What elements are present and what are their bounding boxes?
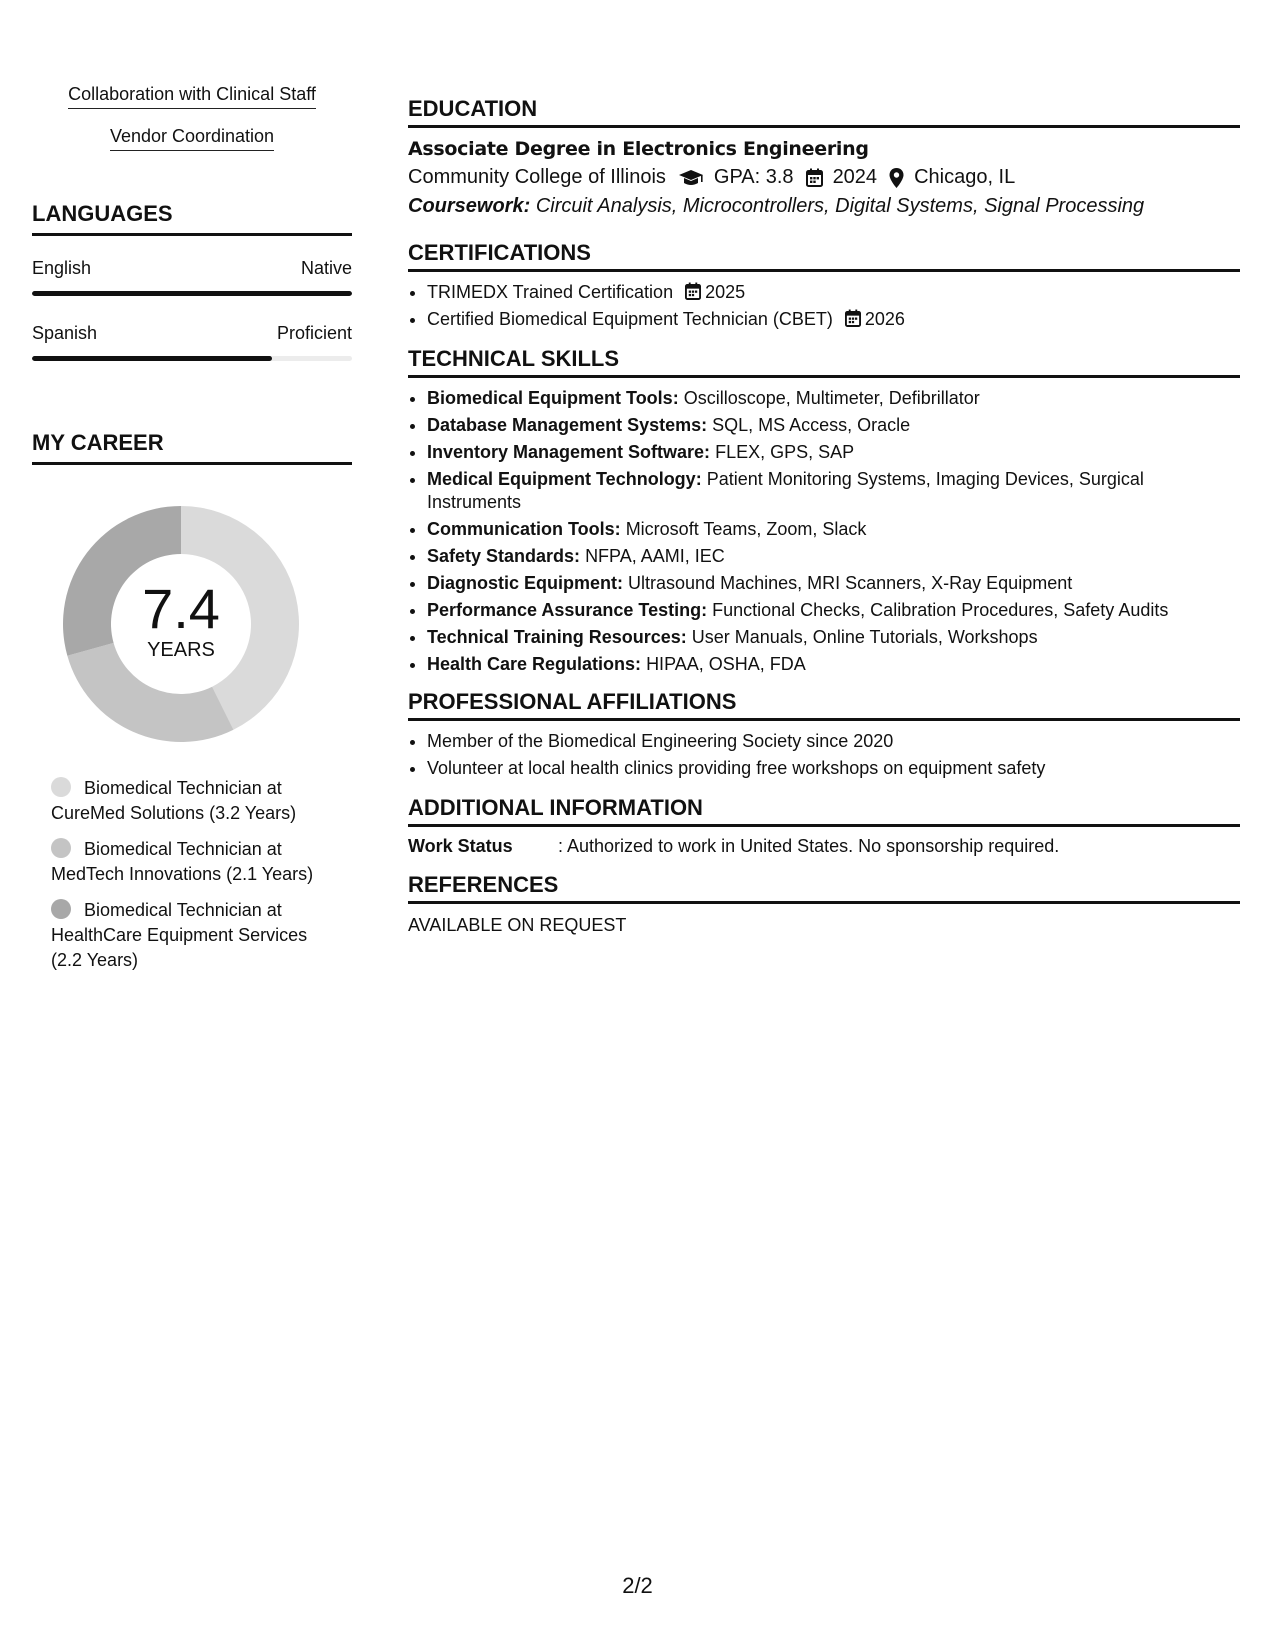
main-content	[408, 96, 1240, 936]
legend-dot-icon	[51, 777, 71, 797]
language-item	[32, 323, 352, 361]
education-heading: EDUCATION	[408, 96, 1240, 128]
affiliations-list	[408, 730, 1240, 780]
calendar-icon	[685, 282, 701, 300]
additional-info-section	[408, 795, 1240, 857]
skill-label: Medical Equipment Technology:	[427, 469, 702, 489]
calendar-icon	[845, 309, 861, 327]
skill-item	[427, 545, 1240, 568]
career-donut-center	[56, 499, 306, 749]
map-pin-icon	[889, 168, 904, 188]
career-legend-label: Biomedical Technician at MedTech Innovations (2.1 Years)	[51, 839, 314, 884]
skill-label: Database Management Systems:	[427, 415, 708, 435]
certifications-section	[408, 240, 1240, 331]
career-donut-chart	[56, 499, 306, 749]
work-status-row	[408, 836, 1240, 857]
education-location: Chicago, IL	[914, 166, 1016, 188]
certification-name: TRIMEDX Trained Certification	[427, 282, 674, 302]
language-proficiency-fill	[32, 291, 352, 296]
sidebar	[32, 84, 352, 984]
certification-name: Certified Biomedical Equipment Technician (CBET)	[427, 309, 833, 329]
references-heading: REFERENCES	[408, 872, 1240, 904]
technical-skills-list	[408, 387, 1240, 676]
career-legend-label: Biomedical Technician at CureMed Solutions (3.2 Years)	[51, 778, 297, 823]
additional-info-heading: ADDITIONAL INFORMATION	[408, 795, 1240, 827]
certification-year: 2025	[705, 282, 746, 302]
education-degree: Associate Degree in Electronics Engineering	[408, 138, 869, 160]
skill-label: Communication Tools:	[427, 519, 621, 539]
skill-label: Performance Assurance Testing:	[427, 600, 708, 620]
skill-tag: Collaboration with Clinical Staff	[68, 84, 316, 109]
skill-item	[427, 387, 1240, 410]
technical-skills-heading: TECHNICAL SKILLS	[408, 346, 1240, 378]
career-heading: MY CAREER	[32, 430, 352, 465]
language-level: Proficient	[276, 323, 352, 343]
languages-heading: LANGUAGES	[32, 201, 352, 236]
skill-item	[427, 599, 1240, 622]
education-coursework	[408, 195, 1240, 218]
career-legend	[51, 776, 341, 973]
skill-item	[427, 468, 1240, 514]
skill-label: Safety Standards:	[427, 546, 581, 566]
education-meta	[408, 166, 1240, 189]
skill-value: FLEX, GPS, SAP	[715, 442, 855, 462]
skill-item	[427, 441, 1240, 464]
certifications-list	[408, 281, 1240, 331]
skill-value: Oscilloscope, Multimeter, Defibrillator	[683, 388, 980, 408]
skill-label: Inventory Management Software:	[427, 442, 711, 462]
certification-item	[427, 281, 1240, 304]
skill-value: SQL, MS Access, Oracle	[712, 415, 911, 435]
affiliation-item: • Member of the Biomedical Engineering Society since 2020	[427, 730, 1240, 753]
affiliation-item: • Volunteer at local health clinics providing free workshops on equipment safety	[427, 757, 1240, 780]
career-legend-item	[51, 898, 341, 973]
skill-value: Functional Checks, Calibration Procedures, Safety Audits	[712, 600, 1169, 620]
career-total-years: 7.4	[142, 576, 220, 640]
work-status-label: Work Status	[408, 836, 513, 856]
skill-label: Biomedical Equipment Tools:	[427, 388, 679, 408]
certification-year: 2026	[864, 309, 905, 329]
language-proficiency-bar	[32, 356, 352, 361]
skill-value: User Manuals, Online Tutorials, Workshops	[691, 627, 1038, 647]
legend-dot-icon	[51, 899, 71, 919]
skill-value: NFPA, AAMI, IEC	[585, 546, 725, 566]
coursework-value: Circuit Analysis, Microcontrollers, Digital Systems, Signal Processing	[535, 195, 1145, 217]
career-legend-item	[51, 837, 341, 887]
languages-list	[32, 258, 352, 361]
skill-label: Diagnostic Equipment:	[427, 573, 624, 593]
education-gpa: GPA: 3.8	[713, 166, 794, 188]
skill-value: Microsoft Teams, Zoom, Slack	[625, 519, 867, 539]
coursework-label: Coursework:	[408, 195, 531, 217]
language-name: English	[32, 258, 92, 278]
education-school: Community College of Illinois	[408, 166, 666, 188]
skill-item	[427, 572, 1240, 595]
references-section	[408, 872, 1240, 936]
education-section	[408, 96, 1240, 218]
work-status-value: : Authorized to work in United States. No sponsorship required.	[558, 836, 1060, 856]
education-year: 2024	[832, 166, 878, 188]
certification-item	[427, 308, 1240, 331]
affiliations-heading: PROFESSIONAL AFFILIATIONS	[408, 689, 1240, 721]
skill-value: Patient Monitoring Systems, Imaging Devices, Surgical Instruments	[427, 469, 1144, 512]
language-name: Spanish	[32, 323, 98, 343]
skill-tags	[32, 84, 352, 168]
technical-skills-section	[408, 346, 1240, 676]
language-item	[32, 258, 352, 296]
career-total-unit: YEARS	[147, 638, 215, 661]
references-text: AVAILABLE ON REQUEST	[408, 915, 627, 935]
calendar-icon	[806, 168, 823, 187]
skill-item	[427, 626, 1240, 649]
certifications-heading: CERTIFICATIONS	[408, 240, 1240, 272]
skill-value: HIPAA, OSHA, FDA	[646, 654, 806, 674]
language-level: Native	[300, 258, 352, 278]
skill-item	[427, 653, 1240, 676]
skill-label: Technical Training Resources:	[427, 627, 687, 647]
legend-dot-icon	[51, 838, 71, 858]
language-proficiency-fill	[32, 356, 272, 361]
career-legend-item	[51, 776, 341, 826]
skill-item	[427, 414, 1240, 437]
skill-tag: Vendor Coordination	[110, 126, 274, 151]
skill-item	[427, 518, 1240, 541]
skill-value: Ultrasound Machines, MRI Scanners, X-Ray Equipment	[628, 573, 1073, 593]
skill-label: Health Care Regulations:	[427, 654, 642, 674]
language-proficiency-bar	[32, 291, 352, 296]
page-number: 2/2	[622, 1573, 653, 1598]
affiliations-section	[408, 689, 1240, 780]
graduation-cap-icon	[678, 169, 704, 187]
career-legend-label: Biomedical Technician at HealthCare Equipment Services (2.2 Years)	[51, 900, 308, 970]
